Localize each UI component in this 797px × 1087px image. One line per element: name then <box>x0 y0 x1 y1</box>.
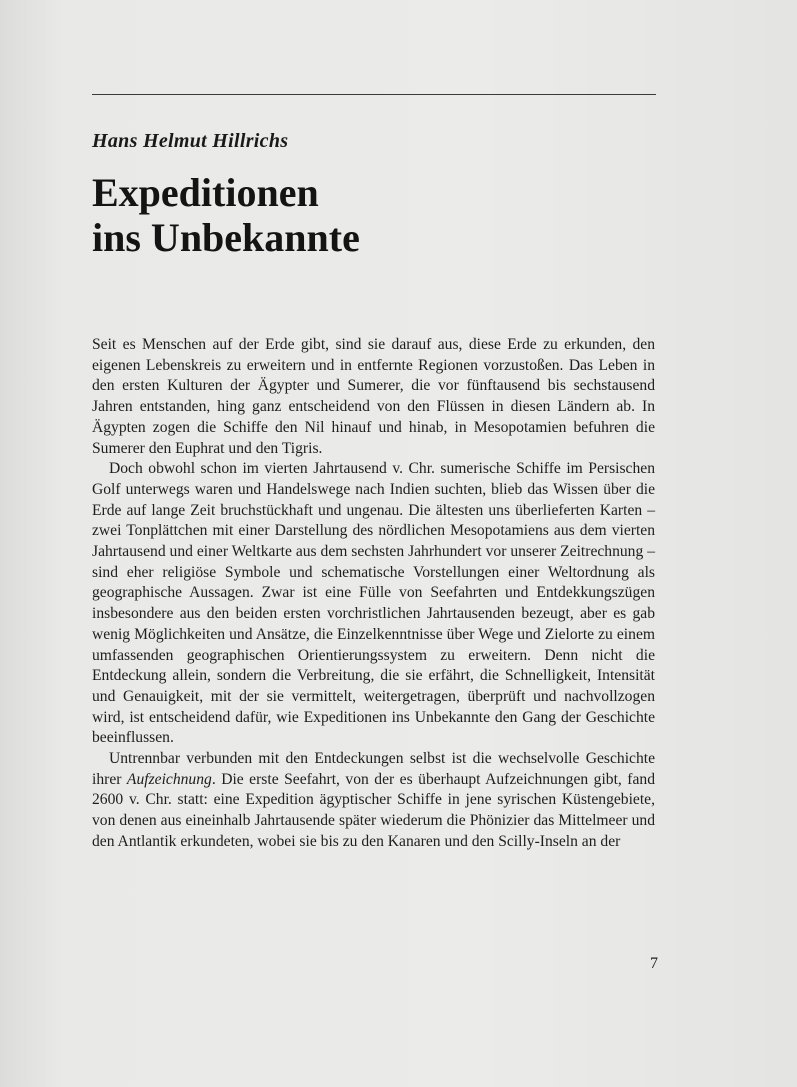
page-number: 7 <box>650 955 658 972</box>
paragraph-2: Doch obwohl schon im vierten Jahrtausend v. Chr. sumerische Schiffe im Persischen Golf unterwegs waren und Handelswege nach Indien suchten, blieb das Wissen über die Erde auf lange Zeit bruchstückhaft und ungenau. Die ältesten uns überlieferten Karten – zwei Tonplättchen mit einer Darstellung des nördlichen Mesopotamiens aus dem vierten Jahrtausend und einer Weltkarte aus dem sechsten Jahrhundert vor unserer Zeitrechnung – sind eher religiöse Symbole und schematische Vorstellungen einer Weltordnung als geographische Aussagen. Zwar ist eine Fülle von Seefahrten und Entdekkungszügen insbesondere aus den beiden ersten vorchristlichen Jahrtausenden bezeugt, aber es gab wenig Möglichkeiten und Ansätze, die Einzelkenntnisse über Wege und Zielorte zu einem umfassenden geographischen Orientierungssystem zu erweitern. Denn nicht die Entdeckung allein, sondern die Verbreitung, die sie erfährt, die Schnelligkeit, Intensität und Genauigkeit, mit der sie vermittelt, weitergetragen, überprüft und nachvollzogen wird, ist entscheidend dafür, wie Expeditionen ins Unbekannte den Gang der Geschichte beeinflussen. <box>92 460 655 747</box>
paragraph-3 <box>92 749 655 853</box>
paragraph-3-text-a: Untrennbar verbunden mit den Entdeckungen selbst ist die wechselvolle Geschichte ihrer <box>92 750 655 788</box>
body-text <box>92 335 655 853</box>
title-line-1: Expeditionen <box>92 170 319 215</box>
title-line-2: ins Unbekannte <box>92 215 360 260</box>
paragraph-3-text-b: . Die erste Seefahrt, von der es überhaupt Aufzeichnungen gibt, fand 2600 v. Chr. statt: eine Expedition ägyptischer Schiffe in jene syrischen Küstengebiete, von denen aus eineinhalb Jahrtausende später wiederum die Phönizier das Mittelmeer und den Antlantik erkundeten, wobei sie bis zu den Kanaren und den Scilly-Inseln an der <box>92 770 655 850</box>
paragraph-3-emphasis: Aufzeichnung <box>126 770 212 788</box>
chapter-title <box>92 170 652 260</box>
paragraph-1: Seit es Menschen auf der Erde gibt, sind sie darauf aus, diese Erde zu erkunden, den eigenen Lebenskreis zu erweitern und in entfernte Regionen vorzustoßen. Das Leben in den ersten Kulturen der Ägypter und Sumerer, die vor fünftausend bis sechstausend Jahren entstanden, hing ganz entscheidend von den Flüssen in diesen Ländern ab. In Ägypten zogen die Schiffe den Nil hinauf und hinab, in Mesopotamien befuhren die Sumerer den Euphrat und den Tigris. <box>92 336 655 457</box>
header-rule <box>92 94 656 95</box>
author-name: Hans Helmut Hillrichs <box>92 130 289 152</box>
